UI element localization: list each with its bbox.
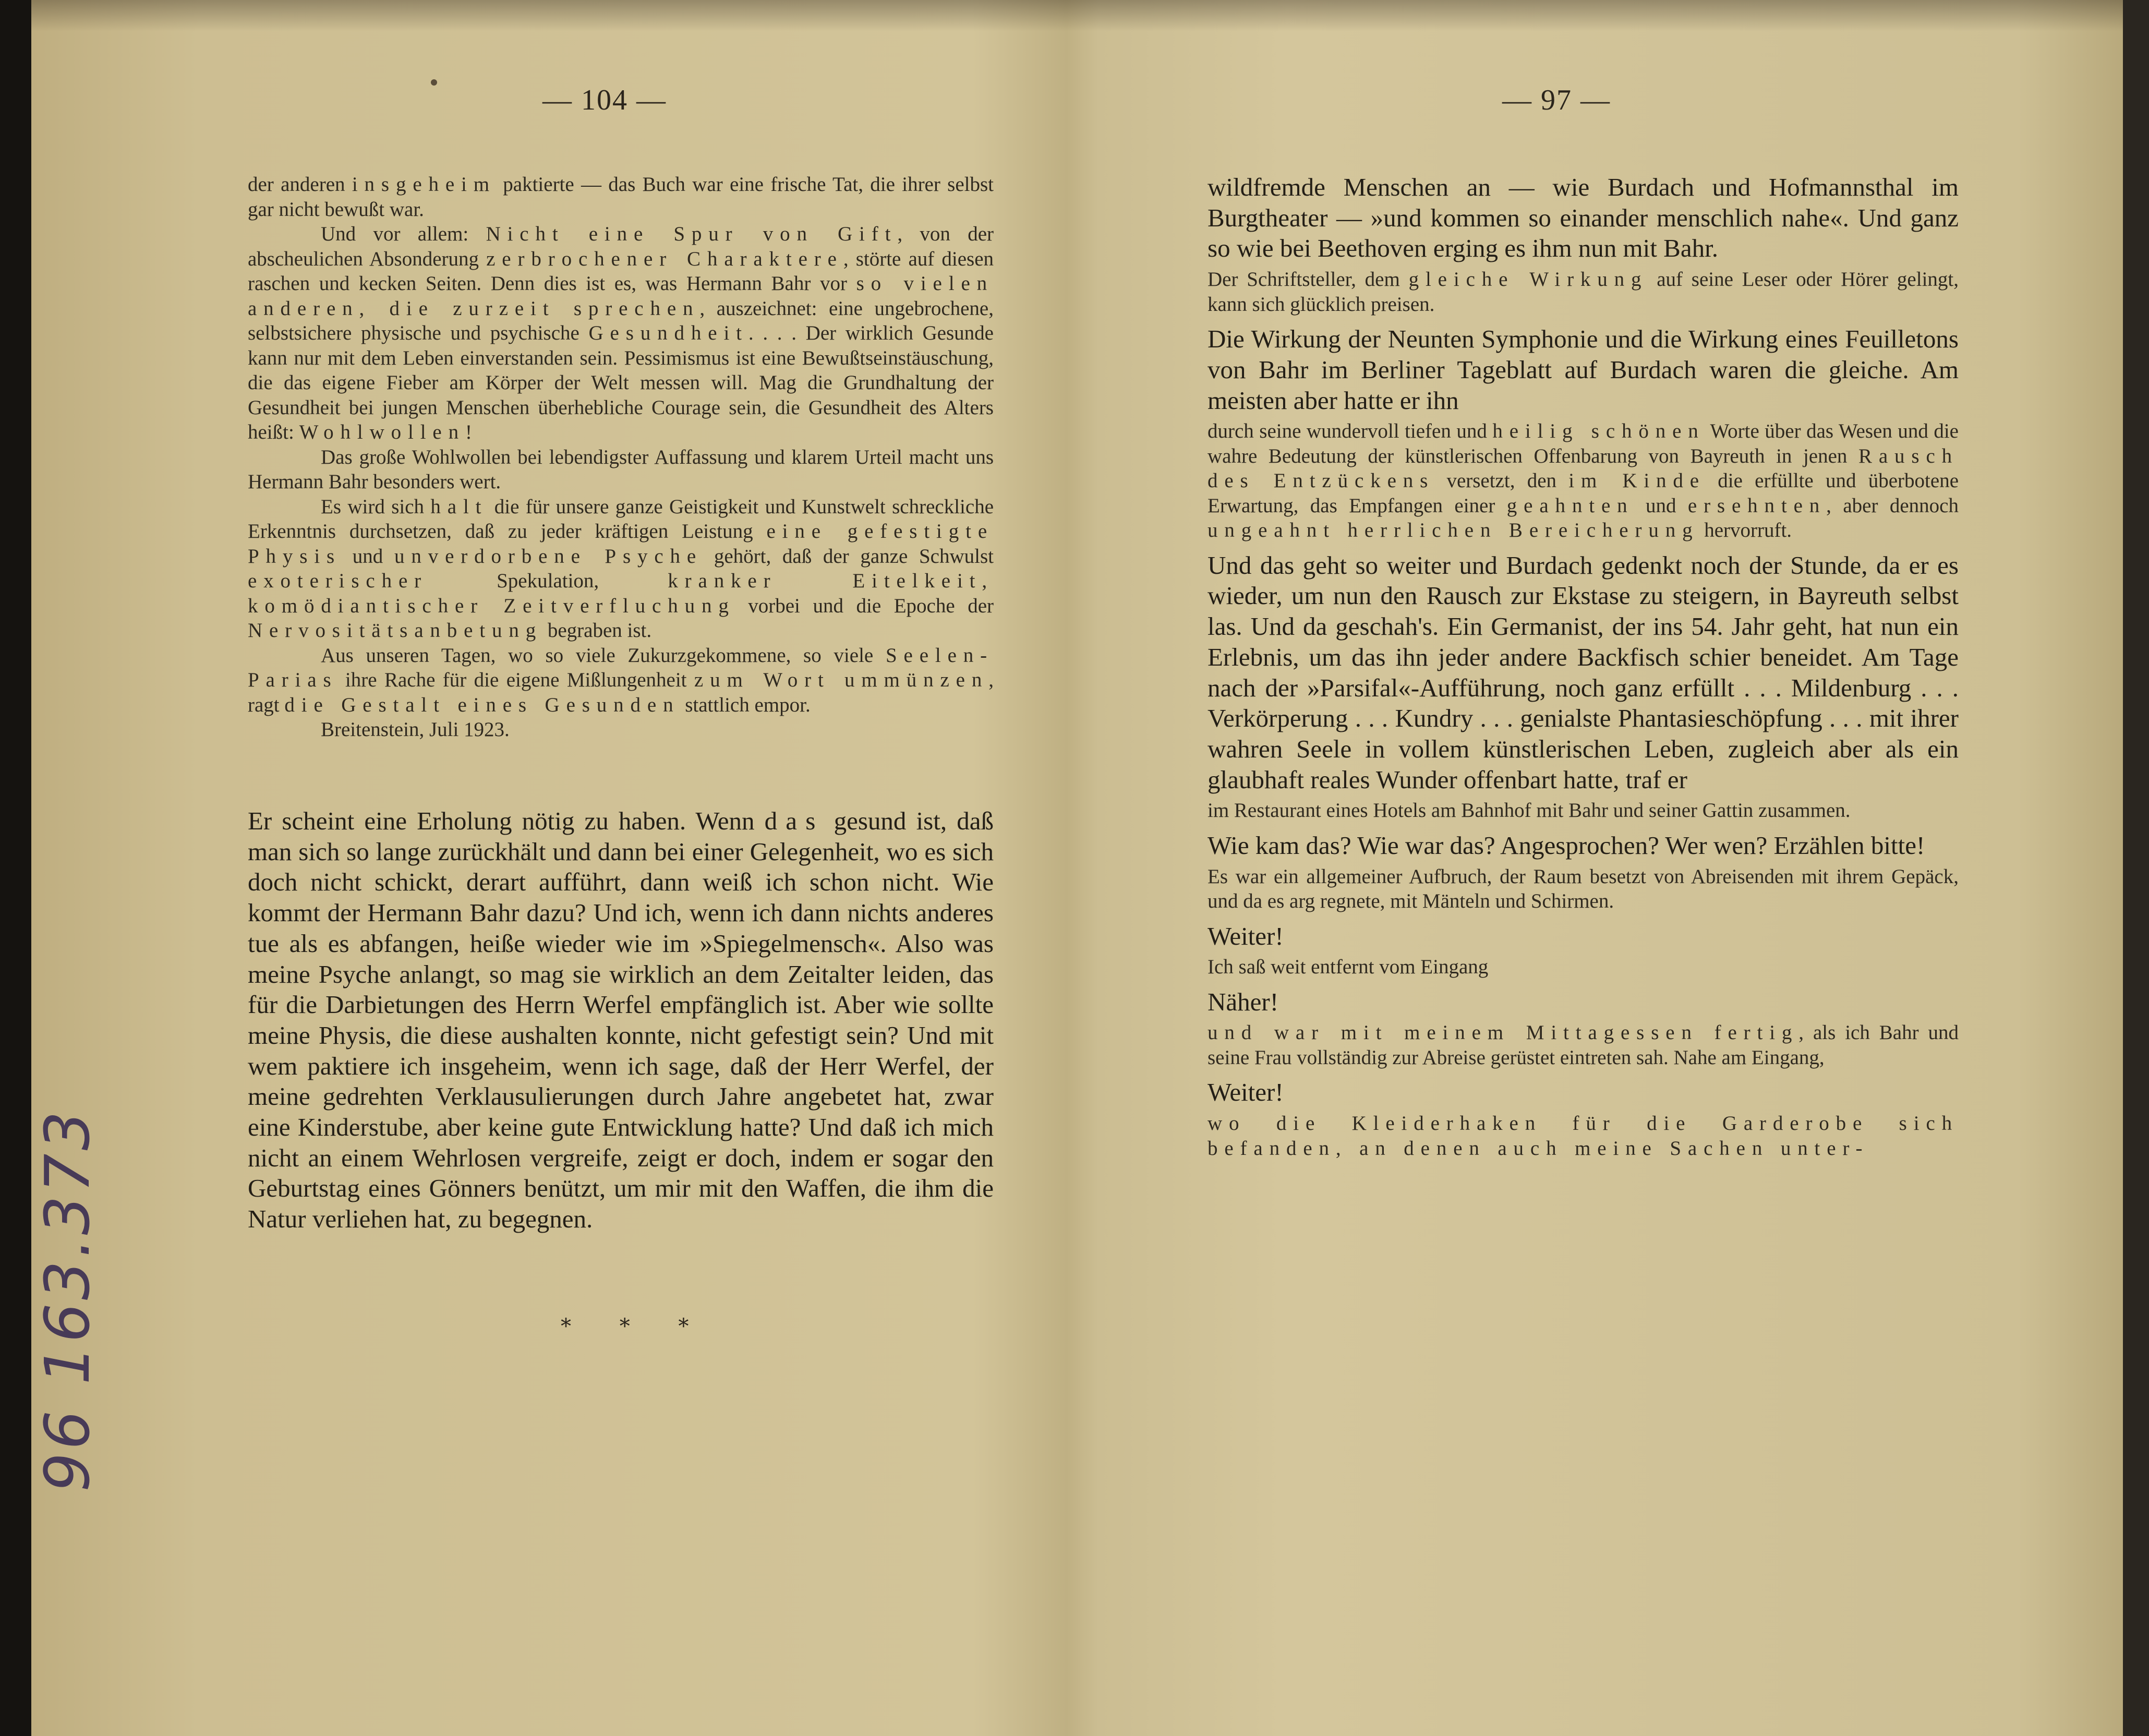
spaced-emphasis: exoterischer (248, 570, 428, 592)
spaced-emphasis: unverdorbene Psyche (394, 545, 703, 568)
spaced-emphasis: ungeahnt herrlichen Bereicherung (1208, 519, 1699, 542)
quote-signature: Breitenstein, Juli 1923. (321, 718, 510, 741)
body-text-block: Weiter! (1208, 1078, 1284, 1107)
spaced-emphasis: Rausch des Entzückens (1208, 444, 1959, 492)
spaced-emphasis: Nervositätsanbetung (248, 619, 543, 642)
page-number: — 104 — (542, 84, 667, 116)
spaced-emphasis: die Gestalt eines Gesunden (284, 693, 680, 716)
quote-text-block: und war mit meinem Mittagessen fertig, als ich Bahr und seine Frau vollständig zur Abreise gerüstet eintreten sah. Nahe am Eingang, (1208, 1021, 1959, 1069)
spaced-emphasis: so vielen anderen, die zurzeit sprechen (248, 272, 994, 320)
spaced-emphasis: und war mit meinem Mittagessen fertig (1208, 1021, 1799, 1044)
spaced-emphasis: zum Wort ummünzen (694, 669, 989, 691)
spaced-emphasis: insgeheim (352, 173, 496, 196)
body-text-block: Und das geht so weiter und Burdach gedenkt noch der Stunde, da er es wieder, um nun den Rausch zur Ekstase zu steigern, in Bayreuth selbst las. Und da geschah's. Ein Germanist, der ins 54. Jahr geht, hat nun ein Erlebnis, um das ihn jeder andere Backfisch schier beneidet. Am Tage nach der »Parsifal«-Aufführung, noch ganz erfüllt . . . Mildenburg . . . Verkörperung . . . Kundry . . . genialste Phantasieschöpfung . . . mit ihrer wahren Seele in vollem künstlerischen Leben, zugleich aber als ein glaubhaft reales Wunder offenbart hatte, traf er (1208, 550, 1959, 794)
spaced-emphasis: Nicht eine Spur von Gift (486, 223, 898, 245)
spaced-emphasis: ersehnten (1687, 494, 1827, 517)
spaced-emphasis: Gesundheit (588, 322, 748, 344)
body-text-block: Wie kam das? Wie war das? Angesprochen? Wer wen? Erzählen bitte! (1208, 830, 1925, 860)
quote-text-block: Der Schriftsteller, dem gleiche Wirkung auf seine Leser oder Hörer gelingt, kann sich glücklich preisen. (1208, 268, 1959, 316)
quote-text-block: Es war ein allgemeiner Aufbruch, der Raum besetzt von Abreisenden mit ihrem Gepäck, und da es arg regnete, mit Mänteln und Schirmen. (1208, 865, 1959, 913)
spaced-emphasis: halt (430, 495, 488, 518)
spaced-emphasis: kranker Eitelkeit, komödiantischer Zeitverfluchung (248, 570, 994, 617)
quote-paragraph: Aus unseren Tagen, wo so viele Zukurzgekommene, so viele Seelen-Parias ihre Rache für die eigene Mißlungenheit zum Wort ummünzen, ragt die Gestalt eines Gesunden stattlich empor. (248, 644, 994, 716)
quote-text-block (1208, 1111, 1959, 1161)
spaced-emphasis: Wohlwollen (299, 421, 465, 443)
spaced-emphasis: geahnten (1506, 494, 1634, 517)
body-text-block: Weiter! (1208, 921, 1284, 950)
quote-paragraph: Es wird sich halt die für unsere ganze Geistigkeit und Kunstwelt schreckliche Erkenntnis durchsetzen, daß zu jeder kräftigen Leistung eine gefestigte Physis und unverdorbene Psyche gehört, daß der ganze Schwulst exoterischer Spekulation, kranker Eitelkeit, komödiantischer Zeitverfluchung vorbei und die Epoche der Nervositätsanbetung begraben ist. (248, 495, 994, 642)
right-text-flow (1208, 172, 1959, 1168)
spaced-emphasis: das (764, 806, 824, 835)
ink-dot (431, 79, 437, 86)
quote-text-block: Ich saß weit entfernt vom Eingang (1208, 956, 1489, 979)
commentary (248, 806, 994, 1235)
left-page (31, 0, 1074, 1736)
body-text-block: wildfremde Menschen an — wie Burdach und Hofmannsthal im Burgtheater — »und kommen so einander menschlich nahe«. Und ganz so wie bei Beethoven erging es ihm nun mit Bahr. (1208, 173, 1959, 263)
quote-paragraph: Und vor allem: Nicht eine Spur von Gift, von der abscheulichen Absonderung zerbrochener Charaktere, störte auf diesen raschen und kecken Seiten. Denn dies ist es, was Hermann Bahr vor so vielen anderen, die zurzeit sprechen, auszeichnet: eine ungebrochene, selbstsichere physische und psychische Gesundheit. . . . Der wirklich Gesunde kann nur mit dem Leben einverstanden sein. Pessimismus ist eine Bewußtseinstäuschung, die das eigene Fieber am Körper der Welt messen will. Mag die Grundhaltung der Gesundheit bei jungen Menschen überhebliche Courage sein, die Gesundheit des Alters heißt: Wohlwollen! (248, 223, 994, 443)
spaced-emphasis: gleiche Wirkung (1408, 268, 1648, 291)
handwritten-shelfmark: 96 163.373 (31, 1108, 103, 1492)
quote-paragraph: der anderen insgeheim paktierte — das Buch war eine frische Tat, die ihrer selbst gar nicht bewußt war. (248, 173, 994, 221)
body-text-block: Die Wirkung der Neunten Symphonie und die Wirkung eines Feuilletons von Bahr im Berliner Tageblatt auf Burdach waren die gleiche. Am meisten aber hatte er ihn (1208, 324, 1959, 415)
spaced-emphasis: im Kinde (1568, 469, 1706, 492)
commentary-paragraph: Er scheint eine Erholung nötig zu haben. Wenn das gesund ist, daß man sich so lange zurückhält und dann bei einer Gelegenheit, wo es sich doch nicht schickt, derart aufführt, dann weiß ich schon nicht. Wie kommt der Hermann Bahr dazu? Und ich, wenn ich dann nichts anderes tue als es abfangen, heiße wieder wie im »Spiegelmensch«. Also was meine Psyche anlangt, so mag sie wirklich an dem Zeitalter leiden, das für die Darbietungen des Herrn Werfel empfänglich ist. Aber wie sollte meine Physis, die diese aushalten konnte, nicht gefestigt sein? Und mit wem paktiere ich insgeheim, wenn ich sage, daß der Herr Werfel, der meine gedrehten Verklausulierungen durch Jahre angebetet hat, zwar eine Kinderstube, aber keine gute Entwicklung hatte? Und daß ich mich nicht an einem Wehrlosen vergreife, zeigt er doch, indem er sogar den Geburtstag eines Gönners benützt, um mir mit den Waffen, die ihm die Natur verliehen hat, zu begegnen. (248, 806, 994, 1234)
spaced-emphasis: eine gefestigte Physis (248, 520, 994, 568)
quote-text-block: im Restaurant eines Hotels am Bahnhof mit Bahr und seiner Gattin zusammen. (1208, 799, 1851, 822)
quote-paragraph: Das große Wohlwollen bei lebendigster Auffassung und klarem Urteil macht uns Hermann Bahr besonders wert. (248, 445, 994, 493)
quoted-passage (248, 172, 994, 742)
page-number: — 97 — (1502, 84, 1611, 116)
spaced-emphasis: zerbrochener Charaktere (486, 247, 843, 270)
body-text-block: Näher! (1208, 987, 1279, 1016)
section-separator: * * * (561, 1315, 710, 1339)
spaced-emphasis: Seelen-Parias (248, 644, 994, 691)
scanner-edge (0, 0, 31, 1736)
spaced-emphasis: heilig schönen (1492, 420, 1705, 443)
spaced-emphasis: wo die Kleiderhaken für die Garderobe sich befanden, an denen auch meine Sachen unter- (1208, 1112, 1959, 1160)
quote-text-block: durch seine wundervoll tiefen und heilig schönen Worte über das Wesen und die wahre Bedeutung der künstlerischen Offenbarung von Bayreuth in jenen Rausch des Entzückens versetzt, den im Kinde die erfüllte und überbotene Erwartung, das Empfangen einer geahnten und ersehnten, aber dennoch ungeahnt herrlichen Bereicherung hervorruft. (1208, 420, 1959, 542)
right-page (1074, 0, 2123, 1736)
